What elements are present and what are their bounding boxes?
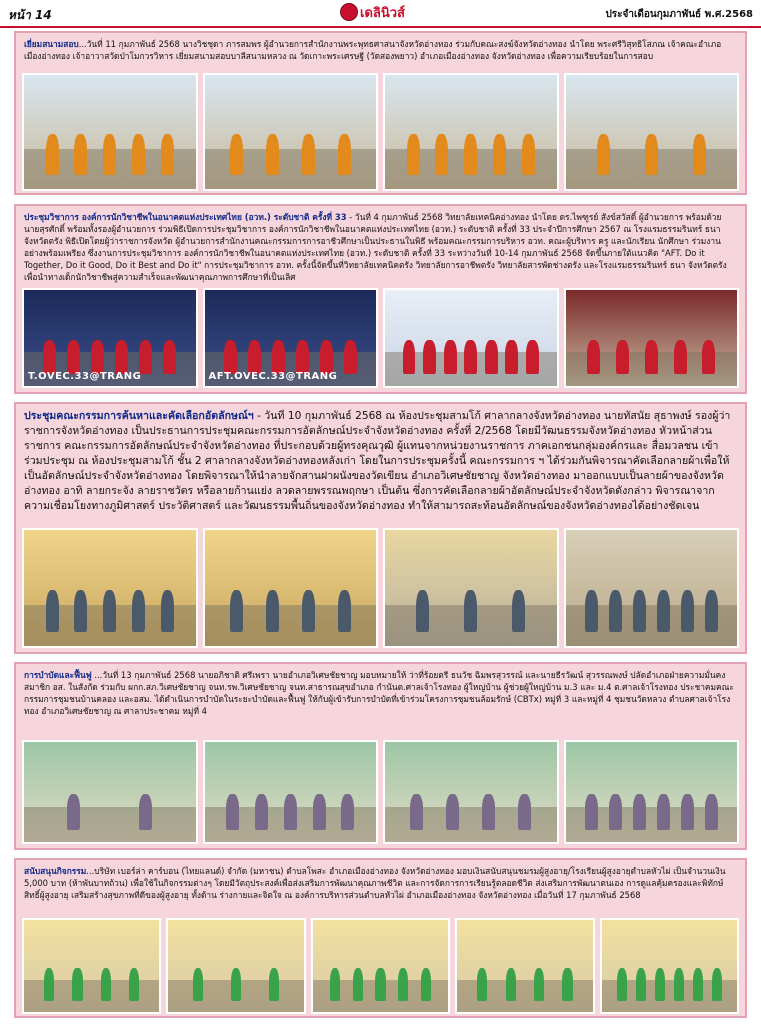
page-number: หน้า 14 bbox=[8, 8, 52, 22]
section-title: เยี่ยมสนามสอบ bbox=[24, 39, 79, 49]
news-photo bbox=[203, 288, 379, 388]
photo-row bbox=[22, 740, 739, 844]
page-header bbox=[0, 0, 761, 28]
section-body: ...วันที่ 11 กุมภาพันธ์ 2568 นางวิชชุดา ภารสมพร ผู้อำนวยการสำนักงานพระพุทธศาสนาจังหวัดอ่างทอง ร่วมกับคณะสงฆ์จังหวัดอ่างทอง นำโดย พระศรีวิสุทธิโสภณ เจ้าคณะอำเภอเมืองอ่างทอง เจ้าอาวาสวัดป่าโมกวรวิหาร เยี่ยมสนามสอบบาลีสนามหลวง ณ วัดเกาะพระเศรษฐี (วัดสองพยาว) อำเภอเมืองอ่างทอง จังหวัดอ่างทอง เพื่อความเรียบร้อยในการสอบ bbox=[24, 39, 722, 61]
photo-row bbox=[22, 73, 739, 191]
news-photo bbox=[383, 288, 559, 388]
news-photo bbox=[203, 528, 379, 648]
photo-row bbox=[22, 288, 739, 388]
news-section-visit bbox=[14, 31, 747, 195]
section-body: ...วันที่ 13 กุมภาพันธ์ 2568 นายอภิชาติ ศรีเพรา นายอำเภอวิเศษชัยชาญ มอบหมายให้ ว่าที่ร้อยตรี ธนวัช ฉิมพรสุวรรณ์ และนายธีรวัฒน์ สุวรรณพงษ์ ปลัดอำเภอฝ่ายความมั่นคง สมาชิก อส. ในสังกัด ร่วมกับ ผกก.สภ.วิเศษชัยชาญ จนท.รพ.วิเศษชัยชาญ จนท.สาธารณสุขอำเภอ กำนันต.ศาลเจ้าโรงทอง ผู้ใหญ่บ้าน ผู้ช่วยผู้ใหญ่บ้าน ม.3 และ ม.4 ต.ศาลเจ้าโรงทอง ประชาคมคณะกรรมการชุมชนบ้านคลอง และอสม. ได้ดำเนินการบำบัดในระยะบำบัดและฟื้นฟู ให้กับผู้เข้ารับการบำบัดที่เข้าร่วมโครงการชุมชนล้อมรักษ์ (CBTx) หมู่ที่ 3 และหมู่ที่ 4 ชุมชนวัดหลวง ตำบลศาลเจ้าโรงทอง อำเภอวิเศษชัยชาญ ณ ศาลาประชาคม หมู่ที่ 4 bbox=[24, 670, 734, 716]
news-photo bbox=[564, 740, 740, 844]
news-photo bbox=[383, 73, 559, 191]
section-text bbox=[24, 865, 737, 915]
news-photo bbox=[383, 528, 559, 648]
news-photo bbox=[600, 918, 739, 1014]
news-photo bbox=[203, 73, 379, 191]
section-title: การบำบัดและฟื้นฟู bbox=[24, 670, 92, 680]
section-body: - วันที่ 4 กุมภาพันธ์ 2568 วิทยาลัยเทคนิคอ่างทอง นำโดย ดร.ไพฑูรย์ สังข์สวัสดิ์ ผู้อำนวยการ พร้อมด้วย นายสุรศักดิ์ พร้อมทั้งรองผู้อำนวยการ ร่วมพิธีเปิดการประชุมวิชาการ องค์การนักวิชาชีพในอนาคตแห่งประเทศไทย (อวท.) ระดับชาติ ครั้งที่ 33 ประจำปีการศึกษา 2567 ณ โรงแรมธรรมรินทร์ ธนา จังหวัดตรัง พิธีเปิดโดยผู้ว่าราชการจังหวัด ผู้อำนวยการสำนักงานคณะกรรมการการอาชีวศึกษาเป็นประธานในพิธี พร้อมคณะกรรมการบริหาร อวท. คณะผู้บริหาร ครู และนักเรียน นักศึกษา ร่วมงานอย่างพร้อมเพรียง ซึ่งงานการประชุมวิชาการ องค์การนักวิชาชีพในอนาคตแห่งประเทศไทย (อวท.) ระดับชาติ ครั้งที่ 33 ระหว่างวันที่ 10-14 กุมภาพันธ์ 2568 จัดขึ้นภายใต้แนวคิด "AFT. Do it Together, Do it Good, Do it Best and Do it" การประชุมวิชาการ อวท. ครั้งนี้จัดขึ้นที่วิทยาลัยเทคนิคตรัง วิทยาลัยการอาชีพตรัง วิทยาลัยสารพัดช่างตรัง และโรงแรมธรรมรินทร์ ธนา จังหวัดตรัง เพื่อนำทางเด็กนักวิชาชีพสู่ความสำเร็จและพัฒนาคุณภาพการศึกษาที่เป็นเลิศ bbox=[24, 212, 727, 282]
section-body: - วันที่ 10 กุมภาพันธ์ 2568 ณ ห้องประชุมสามโก้ ศาลากลางจังหวัดอ่างทอง นายทัสนัย สุธาพงษ์ รองผู้ว่าราชการจังหวัดอ่างทอง เป็นประธานการประชุมคณะกรรมการอัตลักษณ์ประจำจังหวัดอ่างทอง ครั้งที่ 2/2568 โดยมีวัฒนธรรมจังหวัดอ่างทอง หัวหน้าส่วนราชการ คณะกรรมการอัตลักษณ์ประจำจังหวัดอ่างทอง ที่ประกอบด้วยผู้ทรงคุณวุฒิ ผู้แทนจากหน่วยงานราชการ ภาคเอกชนกลุ่มองค์กรและ สื่อมวลชน เข้าร่วมประชุม ณ ห้องประชุมสามโก้ ชั้น 2 ศาลากลางจังหวัดอ่างทองหลังเก่า โดยในการประชุมครั้งนี้ คณะกรรมการ ฯ ได้ร่วมกันพิจารณาคัดเลือกลายผ้าเพื่อให้เป็นอัตลักษณ์ประจำจังหวัดอ่างทอง โดยพิจารณาให้นำลายจักสานฝาผนังของวัดเขียน อำเภอวิเศษชัยชาญ จังหวัดอ่างทอง มาออกแบบเป็นลายผ้าของจังหวัดอ่างทอง อาทิ ลายกระจัง ลายราชวัตร หรือลายก้านแย่ง ลวดลายพรรณพฤกษา เป็นต้น ซึ่งการคัดเลือกลายผ้าอัตลักษณ์ประจำจังหวัดดังกล่าว พิจารณาจากความเชื่อมโยงทางภูมิศาสตร์ ประวัติศาสตร์ และวัฒนธรรมพื้นถิ่นของจังหวัดอ่างทอง ทำให้สามารถสะท้อนอัตลักษณ์ของจังหวัดอ่างทองได้อย่างชัดเจน bbox=[24, 410, 731, 512]
news-section-treatment bbox=[14, 662, 747, 850]
seal-icon bbox=[340, 3, 358, 21]
news-photo bbox=[22, 288, 198, 388]
news-photo bbox=[22, 918, 161, 1014]
news-photo bbox=[22, 740, 198, 844]
newspaper-name: เดลินิวส์ bbox=[360, 6, 405, 21]
newspaper-logo bbox=[340, 2, 430, 22]
news-section-identity bbox=[14, 402, 747, 654]
section-title: สนับสนุนกิจกรรม bbox=[24, 866, 87, 876]
photo-overlay-text: AFT.OVEC.33@TRANG bbox=[208, 371, 338, 382]
photo-overlay-text: T.OVEC.33@TRANG bbox=[28, 371, 142, 382]
news-photo bbox=[455, 918, 594, 1014]
news-photo bbox=[311, 918, 450, 1014]
section-title: ประชุมวิชาการ องค์การนักวิชาชีพในอนาคตแห่งประเทศไทย (อวท.) ระดับชาติ ครั้งที่ 33 bbox=[24, 212, 347, 222]
news-photo bbox=[564, 528, 740, 648]
news-photo bbox=[564, 73, 740, 191]
section-title: ประชุมคณะกรรมการค้นหาและคัดเลือกอัตลักษณ์ฯ bbox=[24, 410, 254, 422]
news-photo bbox=[383, 740, 559, 844]
photo-row bbox=[22, 918, 739, 1014]
news-photo bbox=[22, 73, 198, 191]
news-photo bbox=[22, 528, 198, 648]
news-photo bbox=[203, 740, 379, 844]
photo-row bbox=[22, 528, 739, 648]
news-photo bbox=[564, 288, 740, 388]
section-text bbox=[24, 409, 737, 521]
news-photo bbox=[166, 918, 305, 1014]
news-section-support bbox=[14, 858, 747, 1018]
section-body: ...บริษัท เบอร์ล่า คาร์บอน (ไทยแลนด์) จำกัด (มหาชน) ตำบลโพสะ อำเภอเมืองอ่างทอง จังหวัดอ่างทอง มอบเงินสนับสนุนชมรมผู้สูงอายุ/โรงเรียนผู้สูงอายุตำบลหัวไผ่ เป็นจำนวนเงิน 5,000 บาท (ห้าพันบาทถ้วน) เพื่อใช้ในกิจกรรมต่างๆ โดยมีวัตถุประสงค์เพื่อส่งเสริมการพัฒนาคุณภาพชีวิต และการจัดการการเรียนรู้ตลอดชีวิต ส่งเสริมการพัฒนาตนเอง การดูแลคุ้มครองและพิทักษ์สิทธิ์ผู้สูงอายุ เสริมสร้างสุขภาพที่ดีของผู้สูงอายุ ทั้งด้าน ร่างกายและจิตใจ ณ องค์การบริหารส่วนตำบลหัวไผ่ อำเภอเมืองอ่างทอง จังหวัดอ่างทอง เมื่อวันที่ 17 กุมภาพันธ์ 2568 bbox=[24, 866, 726, 900]
section-text bbox=[24, 211, 737, 286]
issue-date: ประจำเดือนกุมภาพันธ์ พ.ศ.2568 bbox=[605, 9, 753, 20]
section-text bbox=[24, 669, 737, 731]
news-section-aovec bbox=[14, 204, 747, 394]
